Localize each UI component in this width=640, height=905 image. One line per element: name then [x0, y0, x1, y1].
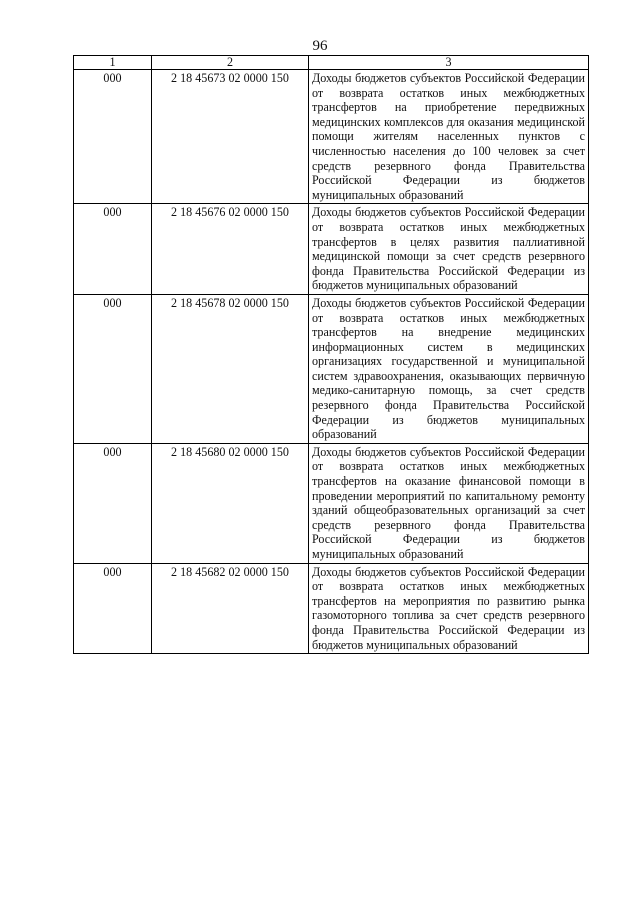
admin-code-cell: 000: [74, 204, 152, 295]
table-header-row: [74, 56, 589, 70]
description-cell: Доходы бюджетов субъектов Российской Федерации от возврата остатков иных межбюджетных трансфертов на мероприятия по развитию рынка газомоторного топлива за счет средств резервного фонда Правительства Российской Федерации из бюджетов муниципальных образований: [309, 563, 589, 654]
kbk-code-cell: 2 18 45673 02 0000 150: [152, 70, 309, 204]
description-cell: Доходы бюджетов субъектов Российской Федерации от возврата остатков иных межбюджетных трансфертов на внедрение медицинских информационных систем в медицинских организациях государственной и муниципальной систем здравоохранения, оказывающих первичную медико-санитарную помощь, за счет средств резервного фонда Правительства Российской Федерации из бюджетов муниципальных образований: [309, 294, 589, 443]
table-row: [74, 70, 589, 204]
kbk-code-cell: 2 18 45682 02 0000 150: [152, 563, 309, 654]
description-cell: Доходы бюджетов субъектов Российской Федерации от возврата остатков иных межбюджетных трансфертов на оказание финансовой помощи в проведении мероприятий по капитальному ремонту зданий общеобразовательных организаций за счет средств резервного фонда Правительства Российской Федерации из бюджетов муниципальных образований: [309, 443, 589, 563]
description-cell: Доходы бюджетов субъектов Российской Федерации от возврата остатков иных межбюджетных трансфертов на приобретение передвижных медицинских комплексов для оказания медицинской помощи жителям населенных пунктов с численностью населения до 100 человек за счет средств резервного фонда Правительства Российской Федерации из бюджетов муниципальных образований: [309, 70, 589, 204]
table-row: [74, 563, 589, 654]
column-header-3: 3: [309, 56, 589, 70]
column-header-1: 1: [74, 56, 152, 70]
admin-code-cell: 000: [74, 563, 152, 654]
column-header-2: 2: [152, 56, 309, 70]
table-row: [74, 204, 589, 295]
page-number: 96: [312, 38, 328, 54]
admin-code-cell: 000: [74, 294, 152, 443]
kbk-code-cell: 2 18 45676 02 0000 150: [152, 204, 309, 295]
table-row: [74, 294, 589, 443]
description-cell: Доходы бюджетов субъектов Российской Федерации от возврата остатков иных межбюджетных трансфертов в целях развития паллиативной медицинской помощи за счет средств резервного фонда Правительства Российской Федерации из бюджетов муниципальных образований: [309, 204, 589, 295]
budget-code-table: [73, 55, 589, 654]
table-row: [74, 443, 589, 563]
admin-code-cell: 000: [74, 443, 152, 563]
kbk-code-cell: 2 18 45678 02 0000 150: [152, 294, 309, 443]
admin-code-cell: 000: [74, 70, 152, 204]
kbk-code-cell: 2 18 45680 02 0000 150: [152, 443, 309, 563]
